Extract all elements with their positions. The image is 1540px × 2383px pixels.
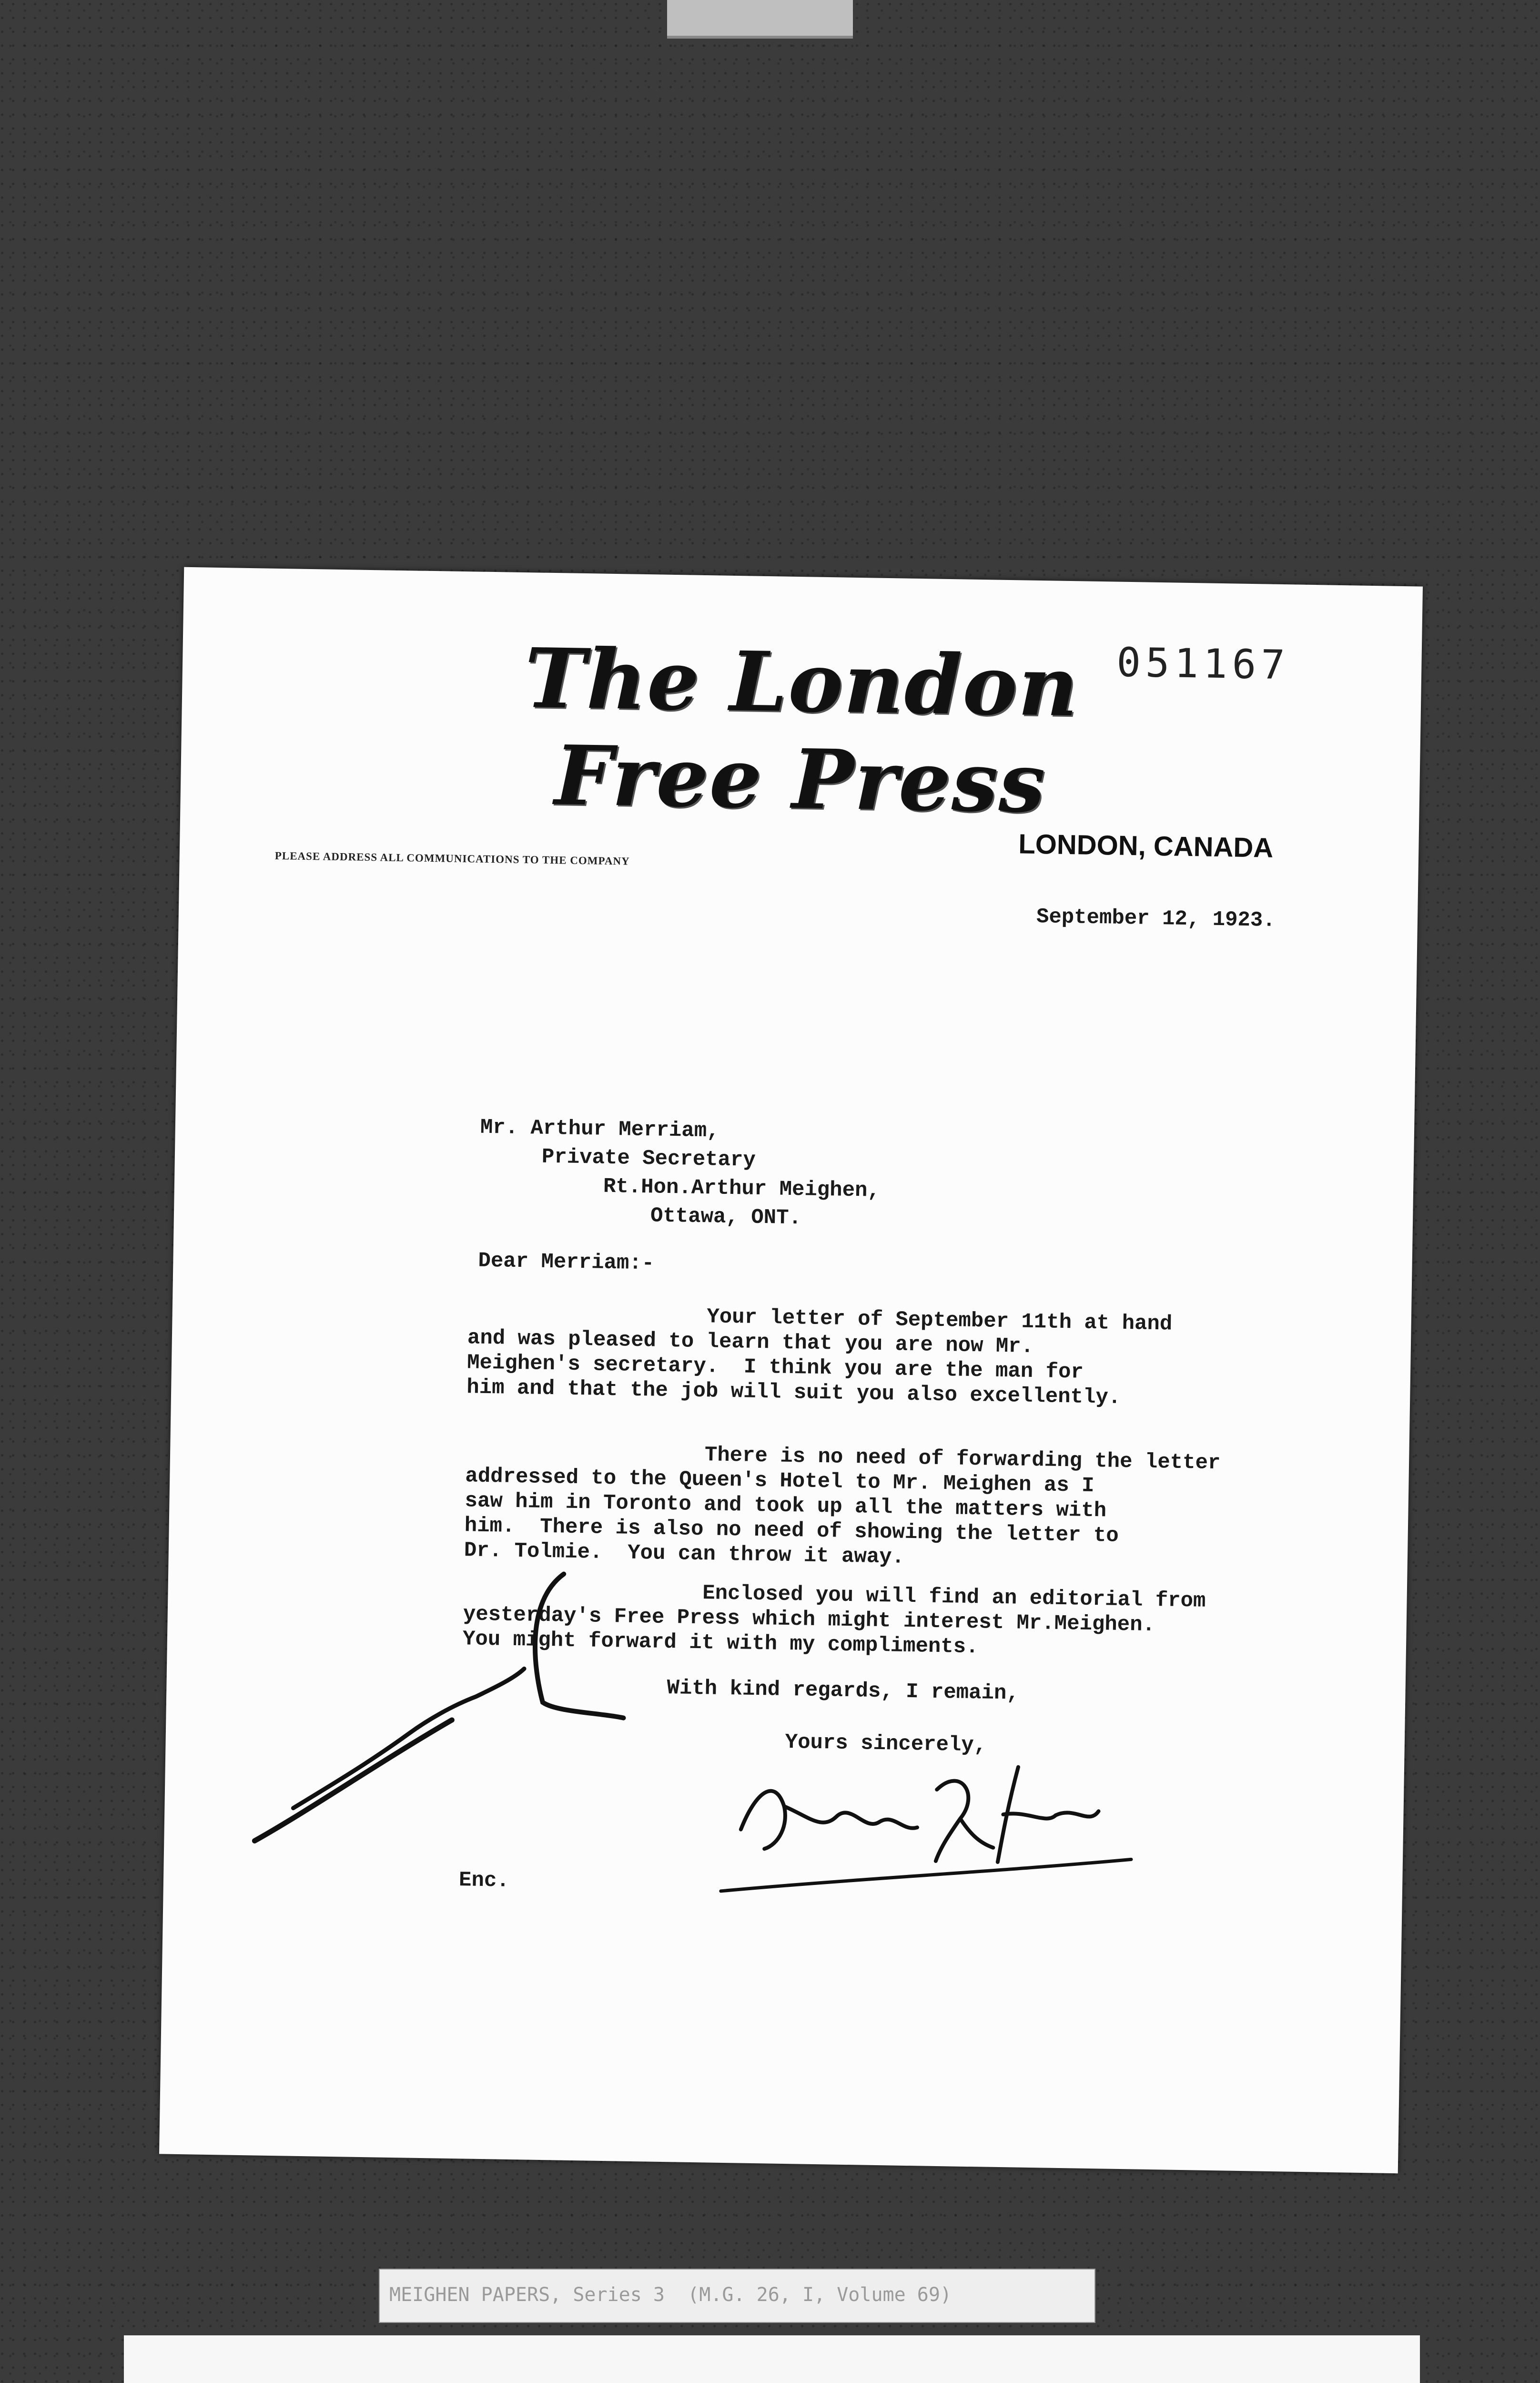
body-paragraph: Your letter of September 11th at hand and was pleased to learn that you are now Mr. Meighen's secretary. I think you are the man for him and that the job will suit you also excellently.: [466, 1301, 1173, 1410]
closing-line: With kind regards, I remain,: [667, 1676, 1020, 1706]
body-paragraph: Enclosed you will find an editorial from yesterday's Free Press which might interest Mr.Meighen. You might forward it with my compliments.: [462, 1578, 1206, 1660]
archive-card: [124, 2335, 1420, 2383]
letterhead-address-note: PLEASE ADDRESS ALL COMMUNICATIONS TO THE COMPANY: [274, 849, 630, 867]
letter-sheet: [159, 567, 1423, 2173]
body-paragraph: There is no need of forwarding the letter addressed to the Queen's Hotel to Mr. Meighen as I saw him in Toronto and took up all the matters with him. There is also no need of showing the letter to Dr. Tolmie. You can throw it away.: [464, 1439, 1221, 1569]
valediction: Yours sincerely,: [785, 1730, 987, 1758]
enclosure-note: Enc.: [458, 1868, 510, 1893]
margin-handwritten-note: [226, 1540, 659, 1857]
recipient-title: Private Secretary: [541, 1145, 756, 1172]
document-number: 051167: [1116, 639, 1290, 689]
archive-reference-label: [379, 2269, 1095, 2323]
recipient-employer: Rt.Hon.Arthur Meighen,: [603, 1174, 881, 1203]
newspaper-masthead: The London Free Press: [524, 630, 1080, 832]
paper-clip-edge: [667, 0, 853, 39]
recipient-name: Mr. Arthur Merriam,: [480, 1115, 719, 1143]
salutation: Dear Merriam:-: [478, 1249, 655, 1276]
archive-reference-text: MEIGHEN PAPERS, Series 3 (M.G. 26, I, Volume 69): [389, 2284, 952, 2306]
letterhead-city: LONDON, CANADA: [1018, 828, 1274, 864]
letter-date: September 12, 1923.: [1036, 905, 1276, 933]
handwritten-signature: [711, 1734, 1143, 1931]
recipient-city: Ottawa, ONT.: [650, 1204, 802, 1231]
